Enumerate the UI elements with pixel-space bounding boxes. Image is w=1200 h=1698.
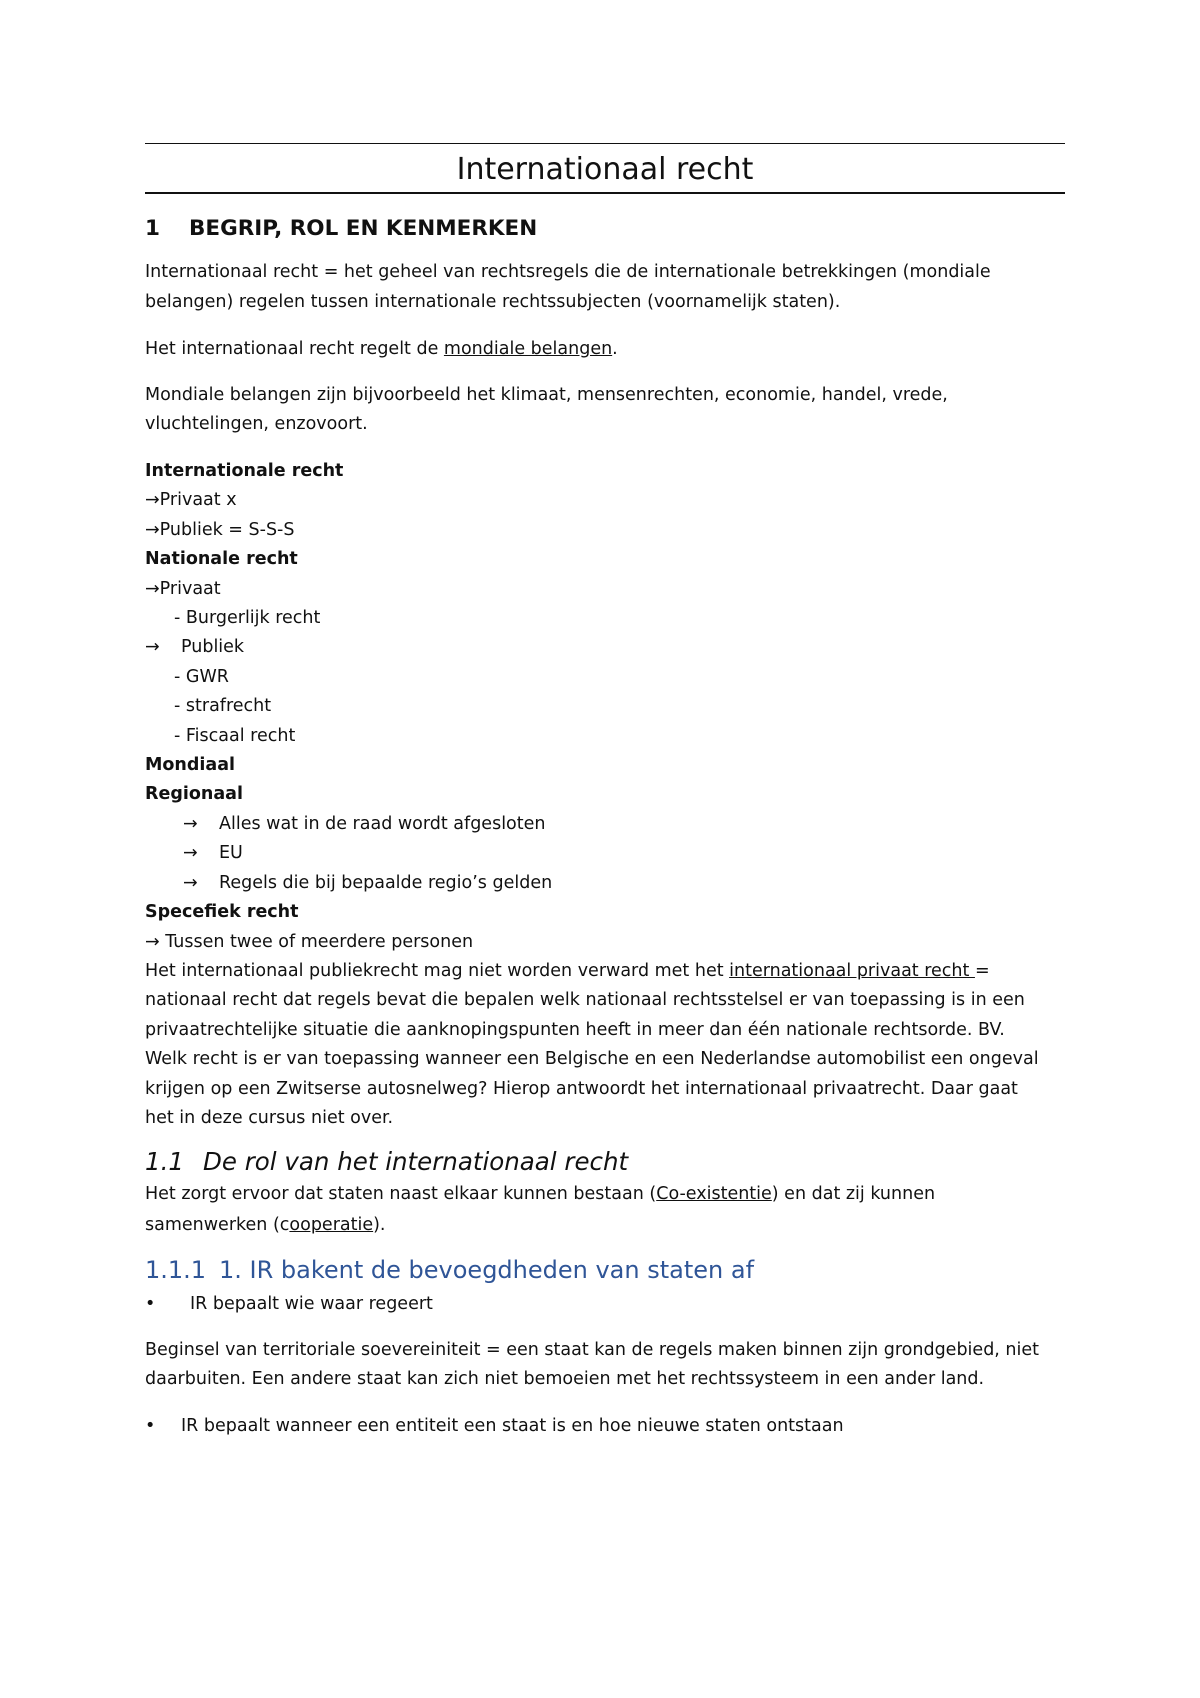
outline-publiek: → Publiek — [145, 634, 244, 660]
title-rule-bottom — [145, 192, 1065, 194]
arrow-icon: → — [145, 932, 160, 952]
arrow-icon: → — [145, 579, 160, 599]
heading-number: 1 — [145, 216, 160, 241]
outline-fiscaal-recht: - Fiscaal recht — [174, 726, 296, 746]
paragraph-ipr-line3: privaatrechtelijke situatie die aanknopingspunten heeft in meer dan één nationale rechtsorde. BV. — [145, 1020, 1005, 1040]
underlined-term: mondiale belangen — [443, 339, 613, 359]
outline-nationale-recht: Nationale recht — [145, 549, 298, 569]
outline-tussen: → Tussen twee of meerdere personen — [145, 929, 473, 955]
bullet-item-2: • IR bepaalt wanneer een entiteit een staat is en hoe nieuwe staten ontstaan — [145, 1413, 844, 1439]
paragraph-ipr-line4: Welk recht is er van toepassing wanneer een Belgische en een Nederlandse automobilist een ongeval — [145, 1049, 1039, 1069]
paragraph-soevereiniteit-line2: daarbuiten. Een andere staat kan zich niet bemoeien met het rechtssysteem in een ander land. — [145, 1369, 985, 1389]
paragraph-examples-line2: vluchtelingen, enzovoort. — [145, 414, 368, 434]
paragraph-examples-line1: Mondiale belangen zijn bijvoorbeeld het klimaat, mensenrechten, economie, handel, vrede, — [145, 385, 948, 405]
arrow-icon: → — [183, 843, 198, 863]
paragraph-ipr-line5: krijgen op een Zwitserse autosnelweg? Hierop antwoordt het internationaal privaatrecht. Daar gaat — [145, 1079, 1018, 1099]
bullet-icon: • — [145, 1294, 156, 1314]
heading-number: 1.1 — [145, 1147, 184, 1176]
paragraph-ipr-line2: nationaal recht dat regels bevat die bepalen welk nationaal rechtsstelsel er van toepassing is in een — [145, 990, 1025, 1010]
document-page — [145, 0, 1065, 1698]
arrow-icon: → — [183, 814, 198, 834]
document-title: Internationaal recht — [456, 152, 754, 187]
heading-section-1-1-1 — [145, 1254, 754, 1286]
outline-burgerlijk-recht: - Burgerlijk recht — [174, 608, 321, 628]
outline-specefiek-recht: Specefiek recht — [145, 902, 299, 922]
underlined-term: ooperatie — [289, 1215, 374, 1235]
heading-text: BEGRIP, ROL EN KENMERKEN — [189, 216, 538, 241]
heading-number: 1.1.1 — [145, 1256, 207, 1284]
outline-regionaal-item-1: → Alles wat in de raad wordt afgesloten — [183, 811, 545, 837]
paragraph-coexistentie-line2: samenwerken (cooperatie). — [145, 1215, 386, 1235]
outline-regionaal-item-3: → Regels die bij bepaalde regio’s gelden — [183, 870, 552, 896]
paragraph-coexistentie-line1: Het zorgt ervoor dat staten naast elkaar kunnen bestaan (Co-existentie) en dat zij kunnen — [145, 1184, 936, 1204]
outline-mondiaal: Mondiaal — [145, 755, 236, 775]
title-rule-top — [145, 143, 1065, 144]
paragraph-soevereiniteit-line1: Beginsel van territoriale soevereiniteit = een staat kan de regels maken binnen zijn grondgebied, niet — [145, 1340, 1040, 1360]
heading-text: De rol van het internationaal recht — [203, 1147, 629, 1176]
outline-publiek-sss: →Publiek = S-S-S — [145, 517, 295, 543]
heading-text: 1. IR bakent de bevoegdheden van staten af — [219, 1256, 755, 1284]
heading-section-1-1 — [145, 1146, 628, 1178]
underlined-term: internationaal privaat recht — [729, 961, 975, 981]
arrow-icon: → — [145, 637, 160, 657]
outline-internationale-recht: Internationale recht — [145, 461, 344, 481]
paragraph-ipr-line1: Het internationaal publiekrecht mag niet worden verward met het internationaal privaat recht = — [145, 961, 990, 981]
bullet-icon: • — [145, 1416, 156, 1436]
paragraph-definition-line2: belangen) regelen tussen internationale rechtssubjecten (voornamelijk staten). — [145, 292, 841, 312]
bullet-item-1: • IR bepaalt wie waar regeert — [145, 1291, 433, 1317]
outline-regionaal-item-2: → EU — [183, 840, 243, 866]
outline-privaat-x: →Privaat x — [145, 487, 237, 513]
paragraph-mondiale-belangen: Het internationaal recht regelt de mondiale belangen. — [145, 339, 618, 359]
arrow-icon: → — [145, 490, 160, 510]
paragraph-definition-line1: Internationaal recht = het geheel van rechtsregels die de internationale betrekkingen (mondiale — [145, 262, 991, 282]
heading-section-1 — [145, 214, 537, 244]
outline-privaat: →Privaat — [145, 576, 221, 602]
outline-strafrecht: - strafrecht — [174, 696, 272, 716]
outline-gwr: - GWR — [174, 667, 229, 687]
outline-regionaal: Regionaal — [145, 784, 243, 804]
underlined-term: Co-existentie — [656, 1184, 772, 1204]
arrow-icon: → — [145, 520, 160, 540]
arrow-icon: → — [183, 873, 198, 893]
paragraph-ipr-line6: het in deze cursus niet over. — [145, 1108, 394, 1128]
